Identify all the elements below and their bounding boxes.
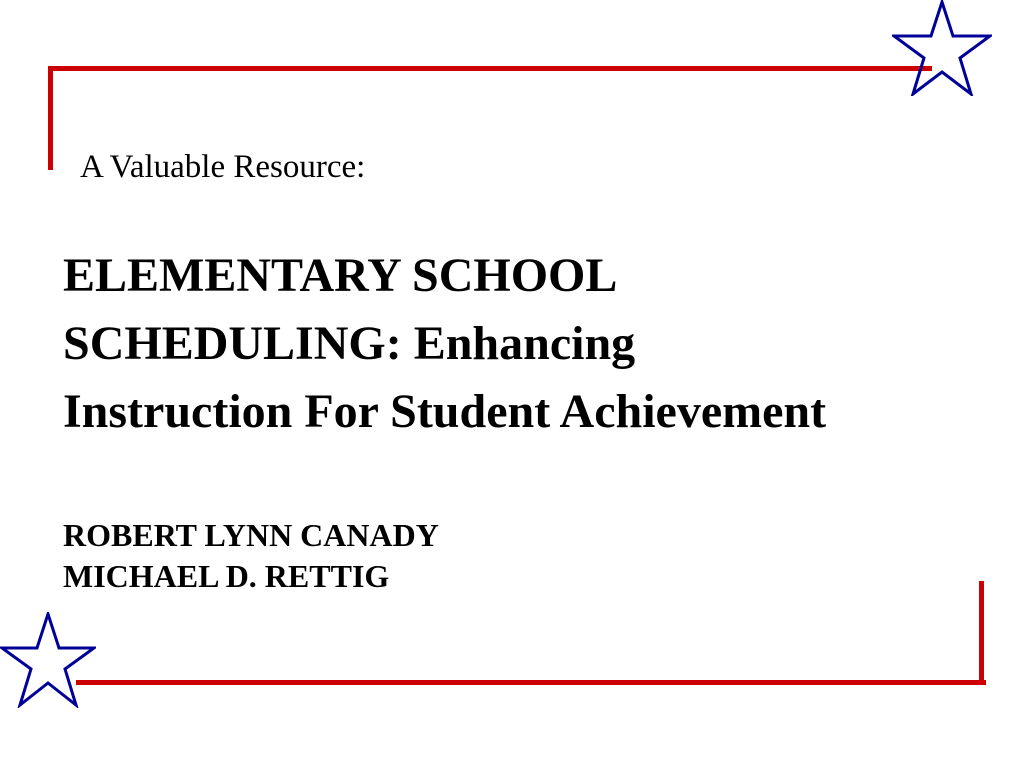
- star-icon: [0, 612, 96, 708]
- star-icon: [892, 0, 992, 96]
- title-line: ELEMENTARY SCHOOL: [63, 249, 618, 302]
- author-name: ROBERT LYNN CANADY: [63, 517, 439, 553]
- top-frame-line: [48, 66, 932, 71]
- right-frame-line: [979, 581, 984, 685]
- author-list: [63, 515, 439, 597]
- bottom-frame-line: [76, 680, 986, 685]
- slide-title: [63, 242, 1003, 446]
- left-frame-line: [48, 66, 53, 170]
- slide-subtitle: A Valuable Resource:: [80, 149, 366, 185]
- title-line: Instruction For Student Achievement: [63, 385, 827, 438]
- title-line: SCHEDULING: Enhancing: [63, 317, 636, 370]
- author-name: MICHAEL D. RETTIG: [63, 558, 390, 594]
